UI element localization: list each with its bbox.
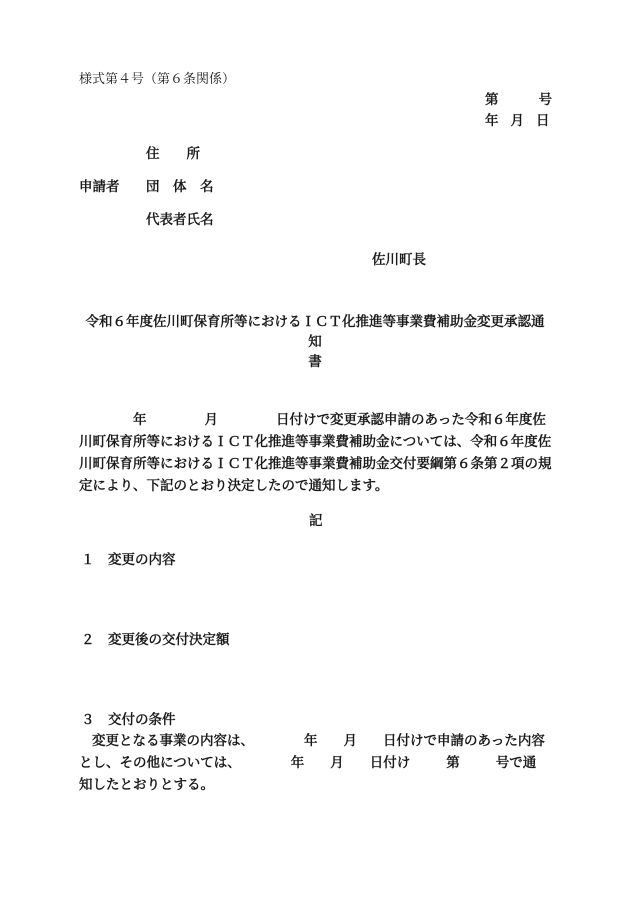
- body-month: 月: [204, 412, 218, 428]
- conditions-t6: 年: [290, 755, 305, 771]
- document-title: [79, 312, 551, 372]
- org-name-label: 団 体 名: [146, 179, 214, 195]
- conditions-t1: 変更となる事業の内容は、: [92, 733, 254, 749]
- ki-heading: 記: [309, 513, 323, 529]
- conditions-t5: とし、その他については、: [79, 755, 241, 771]
- date-year: 年: [485, 113, 499, 129]
- representative-label: 代表者氏名: [146, 212, 214, 228]
- body-year: 年: [133, 412, 147, 428]
- date-day: 日: [536, 113, 550, 129]
- conditions-t9: 第: [446, 755, 460, 771]
- conditions-text: [79, 730, 555, 796]
- item-change-content: １ 変更の内容: [81, 552, 176, 568]
- title-line-1: 令和６年度佐川町保育所等におけるＩＣＴ化推進等事業費補助金変更承認通知: [85, 314, 545, 350]
- form-number: 様式第４号（第６条関係）: [79, 72, 236, 87]
- conditions-t4: 日付けで申請のあった内容: [383, 733, 545, 749]
- date-month: 月: [510, 113, 524, 129]
- item-changed-amount: ２ 変更後の交付決定額: [81, 632, 230, 648]
- conditions-t7: 月: [330, 755, 344, 771]
- address-label: 住 所: [146, 146, 200, 162]
- conditions-t2: 年: [304, 733, 318, 749]
- conditions-line-3: 知したとおりとする。: [79, 777, 214, 793]
- title-line-2: 書: [308, 354, 322, 370]
- doc-number-prefix: 第: [485, 92, 499, 108]
- conditions-line-2: [79, 752, 555, 774]
- conditions-line-1: [79, 730, 555, 752]
- body-text: 日付けで変更承認申請のあった令和６年度佐川町保育所等におけるＩＣＴ化推進等事業費補助金については、令和６年度佐川町保育所等におけるＩＣＴ化推進等事業費補助金交付要綱第６条第２項の規定により、下記のとおり決定したので通知します。: [79, 412, 552, 494]
- notice-body: [79, 409, 555, 497]
- applicant-label: 申請者: [79, 179, 120, 195]
- conditions-t8: 日付け: [369, 755, 411, 771]
- doc-number: [485, 94, 552, 108]
- issue-date: [485, 115, 550, 129]
- item-conditions: ３ 交付の条件: [81, 712, 176, 728]
- conditions-t10: 号で通: [495, 755, 537, 771]
- conditions-t3: 月: [343, 733, 357, 749]
- doc-number-suffix: 号: [538, 92, 552, 108]
- issuer-name: 佐川町長: [372, 252, 426, 268]
